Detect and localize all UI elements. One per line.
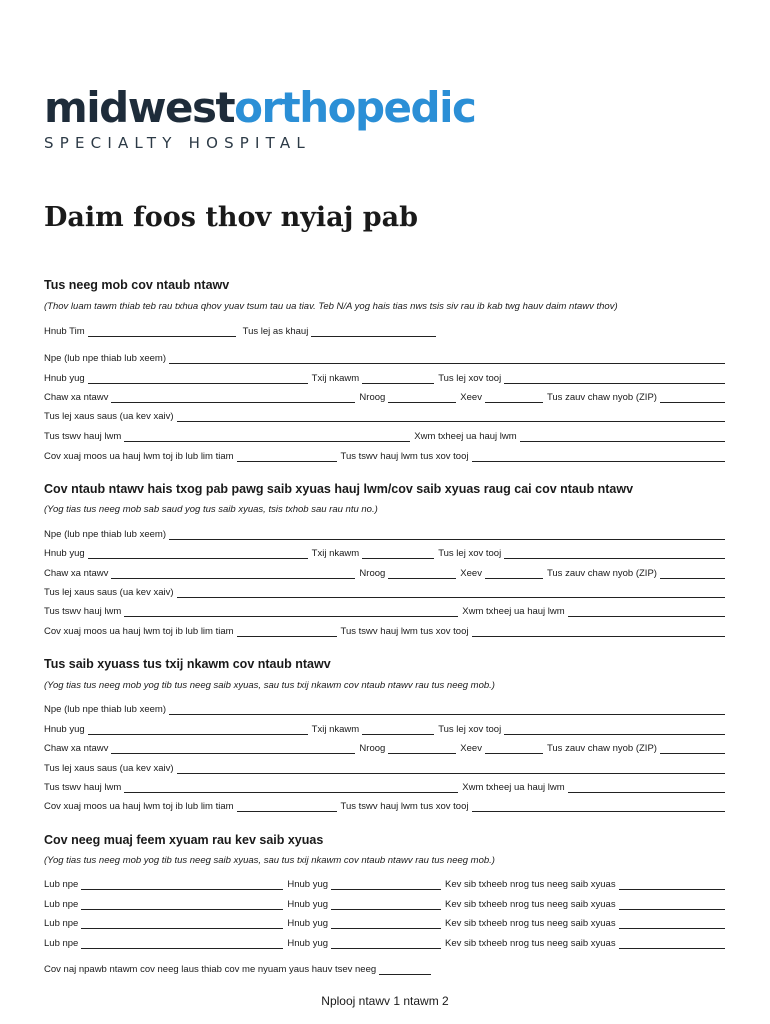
guarantor-row-dob: [44, 545, 725, 559]
patient-employment-status-label: Xwm txheej ua hauj lwm: [414, 431, 517, 442]
guarantor-dob-label: Hnub yug: [44, 548, 85, 559]
household-name-field[interactable]: [81, 879, 283, 890]
spouse-ssn-field[interactable]: [177, 763, 725, 774]
spouse-employment-status-field[interactable]: [568, 782, 725, 793]
spouse-phone-field[interactable]: [504, 724, 725, 735]
household-dob-label: Hnub yug: [287, 938, 329, 949]
household-dob-label: Hnub yug: [287, 899, 329, 910]
guarantor-name-label: Npe (lub npe thiab lub xeem): [44, 529, 166, 540]
spouse-row-employer: [44, 779, 725, 793]
spouse-employer-phone-field[interactable]: [472, 801, 726, 812]
household-relation-label: Kev sib txheeb nrog tus neeg saib xyuas: [445, 899, 616, 910]
patient-employer-label: Tus tswv hauj lwm: [44, 431, 122, 442]
patient-ssn-label: Tus lej xaus saus (ua kev xaiv): [44, 411, 174, 422]
household-name-label: Lub npe: [44, 938, 79, 949]
household-section-heading: Cov neeg muaj feem xyuam rau kev saib xyuas: [44, 833, 324, 847]
guarantor-city-field[interactable]: [388, 568, 456, 579]
household-relation-field[interactable]: [619, 879, 725, 890]
spouse-employer-phone-label: Tus tswv hauj lwm tus xov tooj: [340, 801, 469, 812]
spouse-state-label: Xeev: [460, 743, 482, 754]
guarantor-name-field[interactable]: [169, 529, 725, 540]
spouse-name-label: Npe (lub npe thiab lub xeem): [44, 704, 166, 715]
guarantor-spouse-field[interactable]: [362, 548, 434, 559]
household-name-label: Lub npe: [44, 899, 79, 910]
form-title: Daim foos thov nyiaj pab: [44, 202, 419, 233]
spouse-ssn-label: Tus lej xaus saus (ua kev xaiv): [44, 763, 174, 774]
household-name-field[interactable]: [81, 918, 283, 929]
spouse-address-field[interactable]: [111, 743, 355, 754]
spouse-section-note: (Yog tias tus neeg mob yog tib tus neeg saib xyuas, sau tus txij nkawm cov ntaub ntawv rau tus neeg mob.): [44, 680, 495, 691]
logo-word-midwest: midwest: [44, 83, 235, 132]
guarantor-row-ssn: [44, 584, 725, 598]
patient-spouse-field[interactable]: [362, 373, 434, 384]
patient-employer-phone-label: Tus tswv hauj lwm tus xov tooj: [340, 451, 469, 462]
spouse-row-ssn: [44, 760, 725, 774]
patient-employer-field[interactable]: [124, 431, 410, 442]
spouse-employment-status-label: Xwm txheej ua hauj lwm: [462, 782, 565, 793]
hospital-logo: [44, 84, 475, 152]
household-name-field[interactable]: [81, 938, 283, 949]
household-relation-field[interactable]: [619, 918, 725, 929]
guarantor-address-field[interactable]: [111, 568, 355, 579]
household-count-field[interactable]: [379, 964, 431, 975]
spouse-row-dob: [44, 721, 725, 735]
spouse-spouse-label: Txij nkawm: [311, 724, 360, 735]
patient-row-date-account: [44, 323, 725, 337]
guarantor-row-address: [44, 565, 725, 579]
guarantor-ssn-label: Tus lej xaus saus (ua kev xaiv): [44, 587, 174, 598]
patient-spouse-label: Txij nkawm: [311, 373, 360, 384]
patient-row-address: [44, 389, 725, 403]
guarantor-zip-field[interactable]: [660, 568, 725, 579]
date-label: Hnub Tim: [44, 326, 85, 337]
logo-word-orthopedic: orthopedic: [234, 83, 476, 132]
household-member-row: [44, 876, 725, 890]
patient-dob-label: Hnub yug: [44, 373, 85, 384]
spouse-employer-field[interactable]: [124, 782, 458, 793]
guarantor-state-field[interactable]: [485, 568, 543, 579]
guarantor-section-note: (Yog tias tus neeg mob sab saud yog tus saib xyuas, tsis txhob sau rau ntu no.): [44, 504, 378, 515]
spouse-city-field[interactable]: [388, 743, 456, 754]
patient-section-note: (Thov luam tawm thiab teb rau txhua qhov yuav tsum tau ua tiav. Teb N/A yog hais tias nws tsis siv rau ib kab twg hauv daim ntawv thov): [44, 301, 618, 312]
patient-address-field[interactable]: [111, 392, 355, 403]
household-member-row: [44, 915, 725, 929]
spouse-zip-field[interactable]: [660, 743, 725, 754]
spouse-state-field[interactable]: [485, 743, 543, 754]
guarantor-row-name: [44, 526, 725, 540]
patient-city-label: Nroog: [359, 392, 386, 403]
household-section-note: (Yog tias tus neeg mob yog tib tus neeg saib xyuas, sau tus txij nkawm cov ntaub ntawv rau tus neeg mob.): [44, 855, 495, 866]
patient-employment-status-field[interactable]: [520, 431, 725, 442]
spouse-hours-field[interactable]: [237, 801, 337, 812]
household-name-label: Lub npe: [44, 918, 79, 929]
guarantor-ssn-field[interactable]: [177, 587, 725, 598]
patient-phone-field[interactable]: [504, 373, 725, 384]
guarantor-phone-label: Tus lej xov tooj: [438, 548, 502, 559]
spouse-city-label: Nroog: [359, 743, 386, 754]
logo-wordmark: [44, 84, 475, 132]
spouse-employer-label: Tus tswv hauj lwm: [44, 782, 122, 793]
household-relation-label: Kev sib txheeb nrog tus neeg saib xyuas: [445, 879, 616, 890]
household-count-label: Cov naj npawb ntawm cov neeg laus thiab cov me nyuam yaus hauv tsev neeg: [44, 964, 377, 975]
guarantor-employment-status-label: Xwm txheej ua hauj lwm: [462, 606, 565, 617]
date-field[interactable]: [88, 326, 236, 337]
patient-ssn-field[interactable]: [177, 411, 725, 422]
patient-row-dob: [44, 370, 725, 384]
patient-row-name: [44, 350, 725, 364]
guarantor-employer-phone-label: Tus tswv hauj lwm tus xov tooj: [340, 626, 469, 637]
patient-row-hours: [44, 448, 725, 462]
spouse-row-hours: [44, 798, 725, 812]
household-name-label: Lub npe: [44, 879, 79, 890]
patient-section-heading: Tus neeg mob cov ntaub ntawv: [44, 278, 230, 292]
household-name-field[interactable]: [81, 899, 283, 910]
household-relation-label: Kev sib txheeb nrog tus neeg saib xyuas: [445, 918, 616, 929]
guarantor-section-heading: Cov ntaub ntawv hais txog pab pawg saib xyuas hauj lwm/cov saib xyuas raug cai cov ntaub ntawv: [44, 482, 634, 496]
spouse-dob-label: Hnub yug: [44, 724, 85, 735]
household-relation-field[interactable]: [619, 899, 725, 910]
guarantor-employer-field[interactable]: [124, 606, 458, 617]
patient-state-label: Xeev: [460, 392, 482, 403]
guarantor-employment-status-field[interactable]: [568, 606, 725, 617]
spouse-address-label: Chaw xa ntawv: [44, 743, 109, 754]
spouse-row-address: [44, 740, 725, 754]
spouse-name-field[interactable]: [169, 704, 725, 715]
guarantor-zip-label: Tus zauv chaw nyob (ZIP): [546, 568, 657, 579]
account-field[interactable]: [311, 326, 436, 337]
guarantor-dob-field[interactable]: [88, 548, 308, 559]
spouse-dob-field[interactable]: [88, 724, 308, 735]
household-dob-label: Hnub yug: [287, 879, 329, 890]
patient-address-label: Chaw xa ntawv: [44, 392, 109, 403]
page-number: Nplooj ntawv 1 ntawm 2: [321, 994, 449, 1008]
guarantor-row-employer: [44, 603, 725, 617]
guarantor-employer-phone-field[interactable]: [472, 626, 726, 637]
household-dob-label: Hnub yug: [287, 918, 329, 929]
guarantor-address-label: Chaw xa ntawv: [44, 568, 109, 579]
spouse-section-heading: Tus saib xyuass tus txij nkawm cov ntaub ntawv: [44, 657, 331, 671]
patient-row-ssn: [44, 408, 725, 422]
patient-hours-label: Cov xuaj moos ua hauj lwm toj ib lub lim tiam: [44, 451, 234, 462]
patient-city-field[interactable]: [388, 392, 456, 403]
household-relation-label: Kev sib txheeb nrog tus neeg saib xyuas: [445, 938, 616, 949]
account-label: Tus lej as khauj: [242, 326, 309, 337]
patient-name-field[interactable]: [169, 353, 725, 364]
guarantor-hours-field[interactable]: [237, 626, 337, 637]
spouse-row-name: [44, 701, 725, 715]
household-dob-field[interactable]: [331, 918, 441, 929]
spouse-phone-label: Tus lej xov tooj: [438, 724, 502, 735]
spouse-hours-label: Cov xuaj moos ua hauj lwm toj ib lub lim tiam: [44, 801, 234, 812]
patient-employer-phone-field[interactable]: [472, 451, 726, 462]
patient-phone-label: Tus lej xov tooj: [438, 373, 502, 384]
household-dob-field[interactable]: [331, 879, 441, 890]
patient-state-field[interactable]: [485, 392, 543, 403]
spouse-zip-label: Tus zauv chaw nyob (ZIP): [546, 743, 657, 754]
guarantor-phone-field[interactable]: [504, 548, 725, 559]
guarantor-row-hours: [44, 623, 725, 637]
patient-name-label: Npe (lub npe thiab lub xeem): [44, 353, 166, 364]
household-dob-field[interactable]: [331, 938, 441, 949]
patient-row-employer: [44, 428, 725, 442]
household-member-row: [44, 896, 725, 910]
guarantor-spouse-label: Txij nkawm: [311, 548, 360, 559]
guarantor-hours-label: Cov xuaj moos ua hauj lwm toj ib lub lim tiam: [44, 626, 234, 637]
household-member-row: [44, 935, 725, 949]
patient-zip-label: Tus zauv chaw nyob (ZIP): [546, 392, 657, 403]
household-dob-field[interactable]: [331, 899, 441, 910]
patient-zip-field[interactable]: [660, 392, 725, 403]
guarantor-state-label: Xeev: [460, 568, 482, 579]
household-relation-field[interactable]: [619, 938, 725, 949]
guarantor-city-label: Nroog: [359, 568, 386, 579]
logo-subtitle: SPECIALTY HOSPITAL: [44, 134, 311, 152]
household-count-row: [44, 961, 725, 975]
spouse-spouse-field[interactable]: [362, 724, 434, 735]
patient-hours-field[interactable]: [237, 451, 337, 462]
guarantor-employer-label: Tus tswv hauj lwm: [44, 606, 122, 617]
patient-dob-field[interactable]: [88, 373, 308, 384]
